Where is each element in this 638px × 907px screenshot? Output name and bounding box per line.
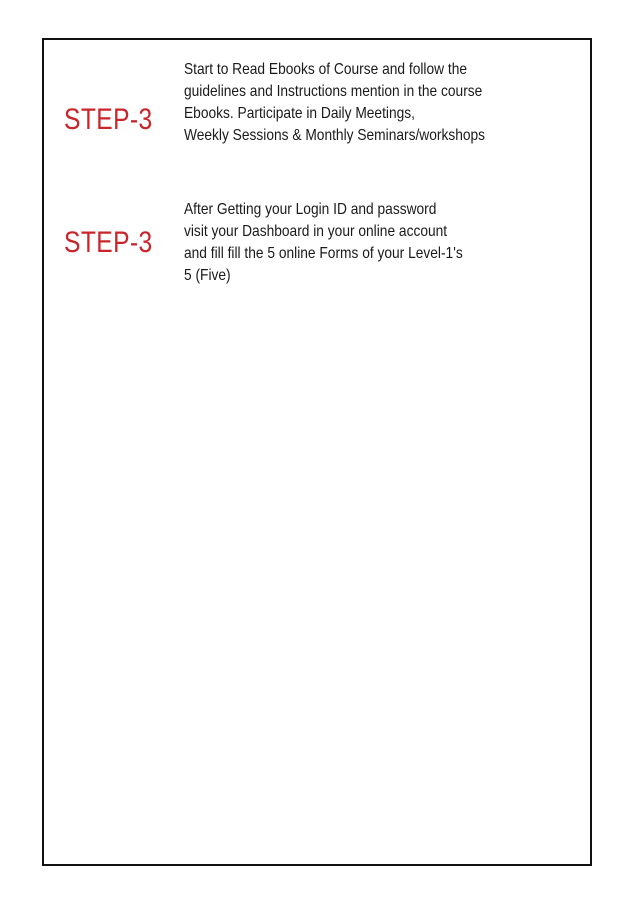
page-frame: [42, 38, 592, 866]
step-text-line: Weekly Sessions & Monthly Seminars/workshops: [184, 127, 486, 144]
step-label: STEP-3: [64, 226, 153, 259]
step-text-line: Start to Read Ebooks of Course and follow the: [184, 61, 468, 78]
step-text-line: visit your Dashboard in your online account: [184, 223, 448, 240]
step-text-line: After Getting your Login ID and password: [184, 201, 437, 218]
step-description: [184, 59, 528, 147]
step-label: STEP-3: [64, 103, 153, 136]
step-description: [184, 199, 528, 287]
step-text-line: guidelines and Instructions mention in the course: [184, 83, 483, 100]
step-text-line: and fill fill the 5 online Forms of your Level-1's: [184, 245, 463, 262]
step-text-line: 5 (Five): [184, 267, 231, 284]
step-text-line: Ebooks. Participate in Daily Meetings,: [184, 105, 415, 122]
